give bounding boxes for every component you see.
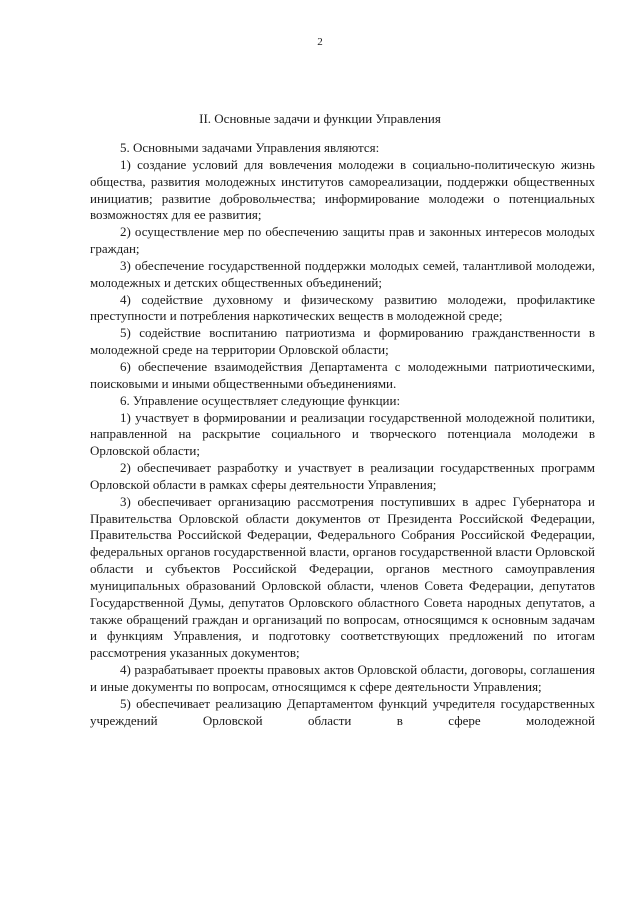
paragraph: 3) обеспечение государственной поддержки молодых семей, талантливой молодежи, молодежных и детских общественных объединений; [90,257,595,290]
paragraph: 4) содействие духовному и физическому развитию молодежи, профилактике преступности и потребления наркотических веществ в молодежной среде; [90,291,595,324]
paragraph: 6) обеспечение взаимодействия Департамента с молодежными патриотическими, поисковыми и иными общественными объединениями. [90,358,595,391]
page-number: 2 [317,36,323,48]
paragraph: 2) осуществление мер по обеспечению защиты прав и законных интересов молодых граждан; [90,224,595,257]
section-heading: II. Основные задачи и функции Управления [199,111,441,126]
body-text [90,140,595,730]
paragraph: 4) разрабатывает проекты правовых актов Орловской области, договоры, соглашения и иные документы по вопросам, относящимся к сфере деятельности Управления; [90,662,595,694]
paragraph: 1) участвует в формировании и реализации государственной молодежной политики, направленной на раскрытие социального и творческого потенциала молодежи в Орловской области; [90,409,595,459]
paragraph: 6. Управление осуществляет следующие функции: [120,392,401,408]
paragraph: 2) обеспечивает разработку и участвует в реализации государственных программ Орловской области в рамках сферы деятельности Управления; [90,460,595,492]
paragraph: 5) содействие воспитанию патриотизма и формированию гражданственности в молодежной среде на территории Орловской области; [90,325,595,358]
paragraph: 5. Основными задачами Управления являются: [120,140,380,155]
paragraph: 3) обеспечивает организацию рассмотрения поступивших в адрес Губернатора и Правительства Орловской области документов от Президента Российской Федерации, Правительства Российской Федерации, Федерального Собрания Российской Федерации, федеральных органов государственной власти, органов государственной власти Орловской области и субъектов Российской Федерации, органов местного самоуправления муниципальных образований Орловской области, членов Совета Федерации, депутатов Государственной Думы, депутатов Орловского областного Совета народных депутатов, а также обращений граждан и организаций по вопросам, относящимся к основным задачам и функциям Управления, и подготовку соответствующих предложений по итогам рассмотрения указанных документов; [90,493,596,661]
paragraph: 5) обеспечивает реализацию Департаментом функций учредителя государственных учреждений Орловской области в сфере молодежной [90,695,595,728]
paragraph: 1) создание условий для вовлечения молодежи в социально-политическую жизнь общества, развития молодежных институтов самореализации, поддержки общественных инициатив; развитие добровольчества; информирование молодежи о потенциальных возможностях для ее развития; [90,156,595,223]
